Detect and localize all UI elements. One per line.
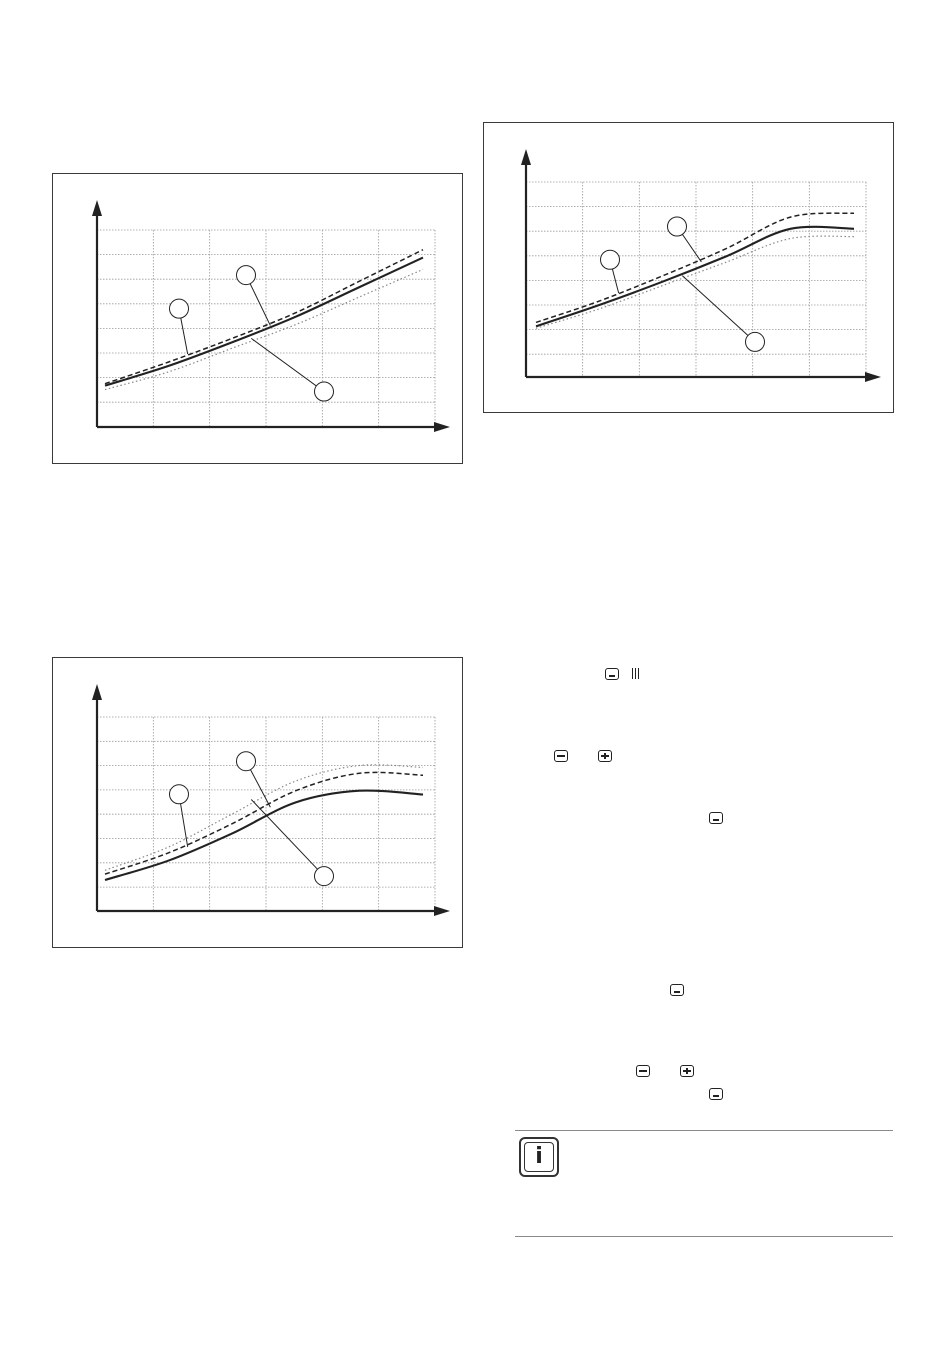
y-axis-arrow <box>521 149 531 165</box>
callout-circle-1 <box>170 299 189 318</box>
callout-circle-2 <box>237 266 256 285</box>
plus-button-icon <box>598 750 612 762</box>
minus-button-icon <box>554 750 568 762</box>
callout-leader-3 <box>251 800 324 877</box>
plus-button-icon <box>680 1065 694 1077</box>
minus-button-icon <box>636 1065 650 1077</box>
chart-3-plot <box>484 123 893 412</box>
x-axis-arrow <box>865 372 881 382</box>
chart-1-plot <box>53 174 462 463</box>
callout-circle-3 <box>315 382 334 401</box>
series-line-solid <box>105 790 423 879</box>
radiator-icon <box>632 668 640 679</box>
callout-leader-3 <box>251 338 324 391</box>
menu-button-icon <box>670 984 684 996</box>
callout-circle-1 <box>170 785 189 804</box>
callout-circle-2 <box>237 752 256 771</box>
y-axis-arrow <box>92 684 102 700</box>
callout-leader-3 <box>682 276 755 342</box>
y-axis-arrow <box>92 200 102 216</box>
figure-chart-3 <box>483 122 894 413</box>
note-bottom-rule <box>515 1236 893 1237</box>
series-line-dashed <box>105 772 423 874</box>
series-line-solid <box>536 227 854 327</box>
menu-button-icon <box>709 812 723 824</box>
note-top-rule <box>515 1130 893 1131</box>
x-axis-arrow <box>434 422 450 432</box>
callout-circle-3 <box>315 867 334 886</box>
figure-chart-2 <box>52 657 463 948</box>
x-axis-arrow <box>434 906 450 916</box>
menu-button-icon <box>709 1088 723 1100</box>
callout-circle-2 <box>668 217 687 236</box>
series-line-dashed <box>536 213 854 322</box>
series-line-dashed <box>105 250 423 384</box>
series-line-solid <box>105 258 423 386</box>
callout-circle-3 <box>746 332 765 351</box>
info-glyph: i <box>535 1144 543 1169</box>
info-icon <box>519 1137 559 1177</box>
callout-circle-1 <box>601 250 620 269</box>
series-line-dotted <box>536 236 854 328</box>
chart-2-plot <box>53 658 462 947</box>
figure-chart-1 <box>52 173 463 464</box>
menu-button-icon <box>605 668 619 680</box>
